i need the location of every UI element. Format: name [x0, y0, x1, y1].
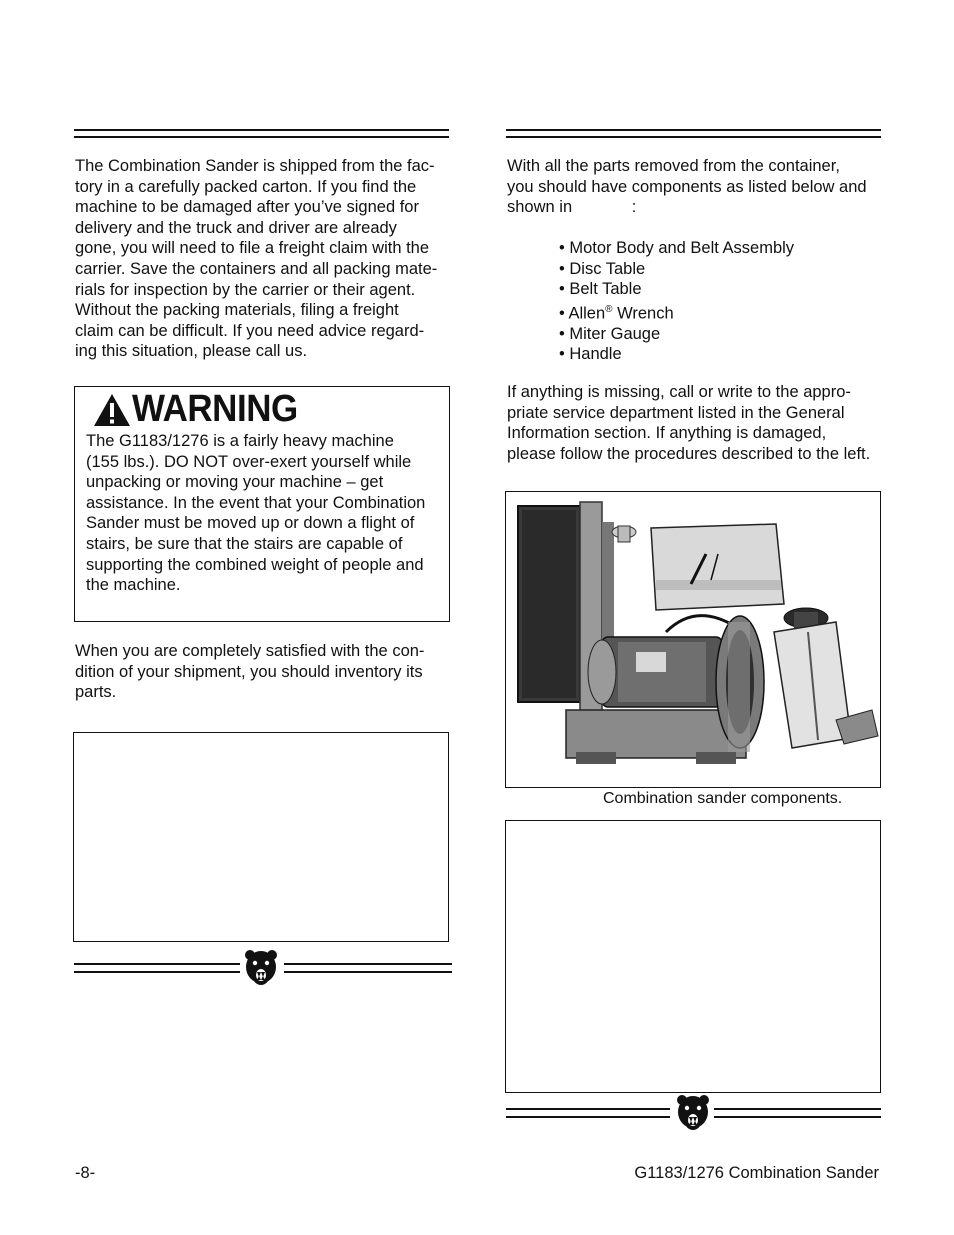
- inventory-note-paragraph: When you are completely satisfied with the con- dition of your shipment, you should inventory its parts.: [75, 642, 425, 702]
- list-item: • Motor Body and Belt Assembly: [559, 239, 795, 257]
- separator-rule-left: [74, 963, 240, 973]
- warning-triangle-icon: [92, 392, 132, 428]
- inventory-intro-paragraph: With all the parts removed from the container, you should have components as listed below and shown in :: [507, 157, 867, 217]
- left-empty-box: [73, 732, 449, 942]
- warning-heading: [92, 388, 312, 431]
- separator-rule-left: [506, 1108, 670, 1118]
- bear-logo-icon: [243, 948, 279, 988]
- page-number: -8-: [75, 1164, 96, 1182]
- left-section-header-rule: [74, 129, 449, 138]
- intro-paragraph: The Combination Sander is shipped from the fac- tory in a carefully packed carton. If you find the machine to be damaged after you’ve signed for delivery and the truck and driver are already gone, you will need to file a freight claim with the carrier. Save the containers and all packing mate- rials for inspection by the carrier or their agent. Without the packing materials, filing a freight claim can be difficult. If you need advice regard- ing this situation, please call us.: [75, 157, 438, 361]
- parts-list: [559, 238, 794, 365]
- warning-title: WARNING: [132, 388, 298, 430]
- right-section-header-rule: [506, 129, 881, 138]
- warning-text: The G1183/1276 is a fairly heavy machine (155 lbs.). DO NOT over-exert yourself while unpacking or moving your machine – get assistance. In the event that your Combination Sander must be moved up or down a flight of stairs, be sure that the stairs are capable of supporting the combined weight of people and the machine.: [86, 432, 426, 595]
- document-title: G1183/1276 Combination Sander: [634, 1164, 879, 1182]
- separator-rule-right: [714, 1108, 881, 1118]
- list-item: • Handle: [559, 345, 622, 364]
- separator-rule-right: [284, 963, 452, 973]
- missing-parts-paragraph: If anything is missing, call or write to the appro- priate service department listed in the General Information section. If anything is damaged, please follow the procedures described to the left.: [507, 383, 871, 463]
- sander-components-photo: [506, 492, 879, 786]
- figure-caption: Combination sander components.: [603, 790, 843, 807]
- list-item: • Allen® Wrench: [559, 303, 674, 323]
- components-figure: [505, 491, 881, 788]
- list-item: • Miter Gauge: [559, 324, 661, 343]
- right-empty-box: [505, 820, 881, 1093]
- bear-logo-icon: [675, 1093, 711, 1133]
- list-item: • Disc Table: [559, 259, 646, 278]
- list-item: • Belt Table: [559, 280, 642, 299]
- registered-mark: ®: [605, 303, 613, 315]
